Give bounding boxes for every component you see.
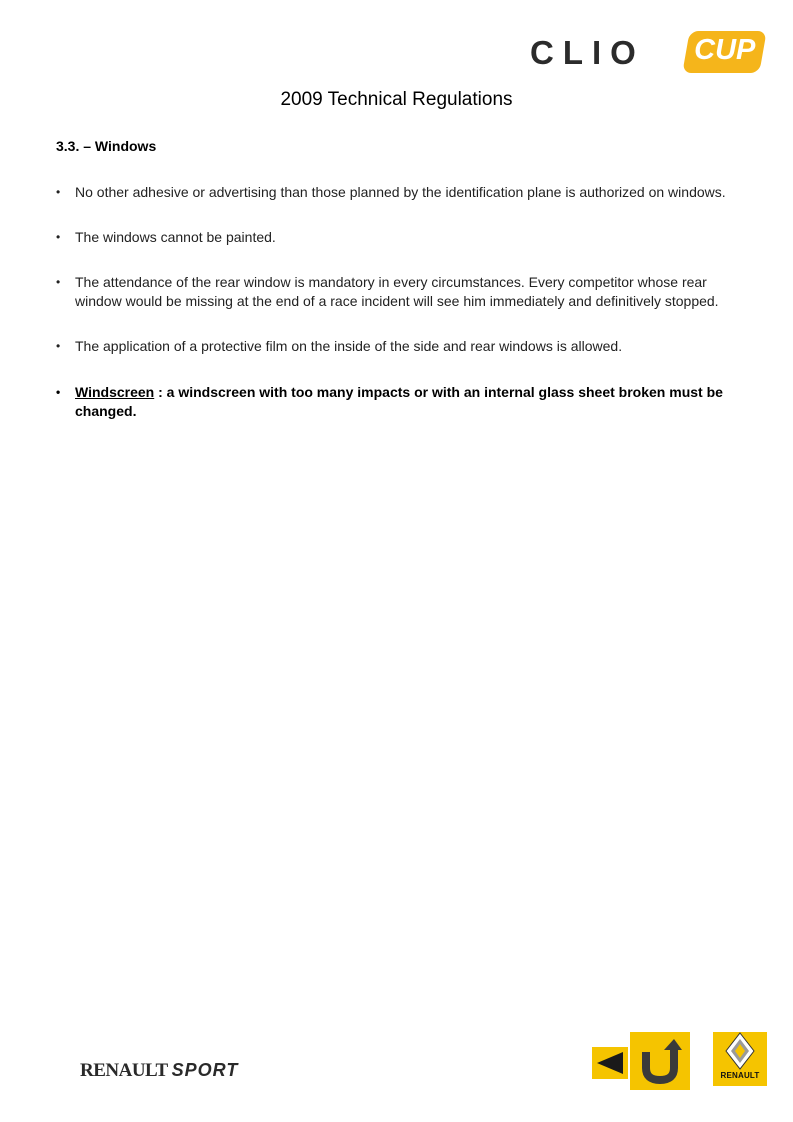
- cup-badge: [682, 31, 766, 73]
- section-heading: 3.3. – Windows: [56, 138, 157, 154]
- clio-logo-text: CLIO: [530, 34, 645, 71]
- bullet-item-adhesive: • No other adhesive or advertising than those planned by the identification plane is authorized on windows.: [56, 183, 736, 202]
- bullet-list: [56, 183, 736, 421]
- cup-logo-text: CUP: [694, 34, 756, 66]
- renault-diamond-icon: [725, 1032, 755, 1070]
- return-button[interactable]: [630, 1032, 690, 1090]
- renault-sport-sport-text: SPORT: [171, 1060, 239, 1080]
- bullet-item-protective-film: • The application of a protective film on the inside of the side and rear windows is allowed.: [56, 337, 736, 356]
- bullet-item-painted: • The windows cannot be painted.: [56, 228, 736, 247]
- renault-badge-text: RENAULT: [720, 1071, 760, 1080]
- u-turn-return-icon: [638, 1038, 682, 1084]
- bullet-item-rear-window: • The attendance of the rear window is mandatory in every circumstances. Every competitor whose rear window would be missing at the end of a race incident will see him immediately and definitively stopped.: [56, 273, 736, 311]
- left-arrow-icon: [595, 1051, 625, 1075]
- renault-badge: [713, 1032, 767, 1086]
- clio-cup-logo: [530, 28, 766, 76]
- renault-sport-renault-text: RENAULT: [80, 1060, 168, 1081]
- renault-sport-logo: [80, 1060, 238, 1084]
- back-button[interactable]: [592, 1047, 628, 1079]
- windscreen-text: : a windscreen with too many impacts or with an internal glass sheet broken must be changed.: [75, 384, 723, 419]
- windscreen-label: Windscreen: [75, 384, 155, 400]
- bullet-item-windscreen: [56, 383, 736, 421]
- page-title: 2009 Technical Regulations: [280, 89, 513, 110]
